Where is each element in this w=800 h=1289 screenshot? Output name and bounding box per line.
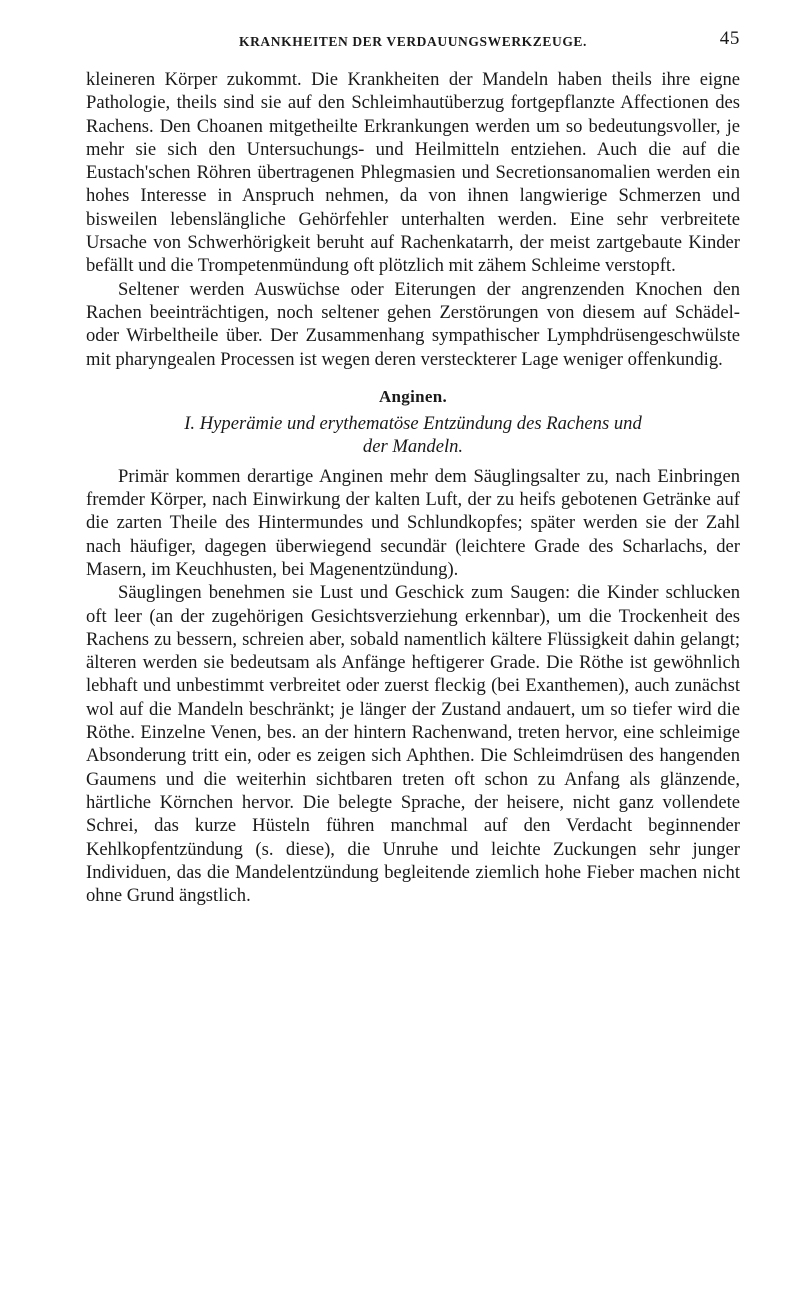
subheading-line-2: der Mandeln.: [362, 436, 464, 458]
running-title: KRANKHEITEN DER VERDAUUNGSWERKZEUGE.: [238, 34, 588, 49]
paragraph: Primär kommen derartige Anginen mehr dem Säuglingsalter zu, nach Einbringen fremder Körper, nach Einwirkung der kalten Luft, der zu heifs gebotenen Getränke auf die zarten Theile des Hintermundes und Schlundkopfes; später werden sie der Zahl nach häufiger, dagegen überwiegend secundär (leichtere Grade des Scharlachs, der Masern, im Keuchhusten, bei Magenentzündung).: [86, 465, 740, 580]
paragraph: Säuglingen benehmen sie Lust und Geschick zum Saugen: die Kinder schlucken oft leer (an der zugehörigen Gesichtsverziehung erkennbar), um die Trockenheit des Rachens zu bessern, schreien aber, sobald namentlich kältere Flüssigkeit dahin gelangt; älteren werden sie bedeutsam als Anfänge heftigerer Grade. Die Röthe ist gewöhnlich lebhaft und unbestimmt verbreitet oder zuerst fleckig (bei Exanthemen), auch zunächst wol auf die Mandeln beschränkt; je länger der Zustand andauert, um so tiefer wird die Röthe. Einzelne Venen, bes. an der hintern Rachenwand, treten hervor, eine schleimige Absonderung tritt ein, oder es zeigen sich Aphthen. Die Schleimdrüsen des hangenden Gaumens und die weiterhin sichtbaren treten oft schon zu Anfang als glänzende, härtliche Körnchen hervor. Die belegte Sprache, der heisere, nicht ganz vollendete Schrei, das kurze Hüsteln führen manchmal auf den Verdacht beginnender Kehlkopfentzündung (s. diese), die Unruhe und leichte Zuckungen sehr junger Individuen, das die Mandelentzündung begleitende ziemlich hohe Fieber machen nicht ohne Grund ängstlich.: [86, 582, 740, 907]
running-header: [86, 28, 740, 54]
book-page: [86, 28, 740, 907]
section-subheading: [86, 412, 740, 459]
body-text: [86, 68, 740, 907]
page-number: 45: [719, 28, 740, 49]
paragraph: Seltener werden Auswüchse oder Eiterungen der angrenzenden Knochen den Rachen beeinträchtigen, noch seltener gehen Zerstörungen von diesem auf Schädel- oder Wirbeltheile über. Der Zusammenhang sympathischer Lymphdrüsengeschwülste mit pharyngealen Processen ist wegen deren versteckterer Lage weniger offenkundig.: [86, 278, 740, 370]
section-heading: Anginen.: [378, 386, 448, 406]
paragraph: kleineren Körper zukommt. Die Krankheiten der Mandeln haben theils ihre eigne Pathologie, theils sind sie auf den Schleimhautüberzug fortgepflanzte Affectionen des Rachens. Den Choanen mitgetheilte Erkrankungen werden um so bedeutungsvoller, je mehr sie sich den Untersuchungs- und Heilmitteln entziehen. Auch die auf die Eustach'schen Röhren übertragenen Phlegmasien und Secretionsanomalien werden ein hohes Interesse in Anspruch nehmen, da von ihnen langwierige Schmerzen und bisweilen lebenslängliche Gehörfehler unterhalten werden. Eine sehr verbreitete Ursache von Schwerhörigkeit beruht auf Rachenkatarrh, der meist zartgebaute Kinder befällt und die Trompetenmündung oft plötzlich mit zähem Schleime verstopft.: [86, 69, 740, 277]
subheading-line-1: I. Hyperämie und erythematöse Entzündung des Rachens und: [184, 413, 642, 435]
